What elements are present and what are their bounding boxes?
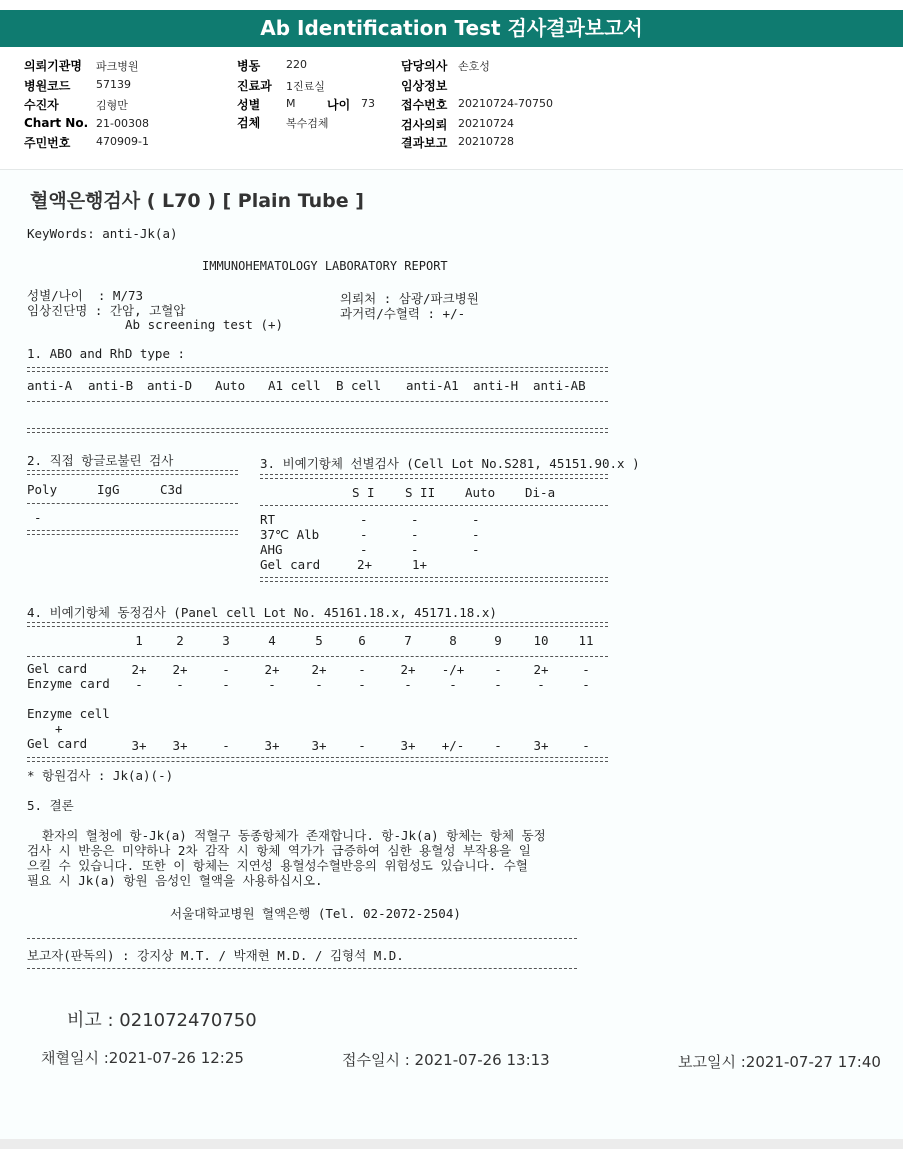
divider <box>27 938 577 939</box>
gel-card-cell: 2+ <box>264 662 280 677</box>
gel-card-cell: -/+ <box>441 662 465 677</box>
report-datetime: 보고일시 :2021-07-27 17:40 <box>678 1053 881 1071</box>
enzyme-gel-label: Gel card <box>27 736 88 751</box>
panel-column-header: 6 <box>358 633 366 648</box>
institution-value: 파크병원 <box>96 60 139 73</box>
screen-cell: - <box>411 542 419 557</box>
dat-header-c3d: C3d <box>160 482 183 497</box>
enzyme-gel-cell: 3+ <box>533 738 549 753</box>
enzyme-gel-cell: 3+ <box>264 738 280 753</box>
divider <box>260 577 608 582</box>
request-date-label: 검사의뢰 <box>401 118 448 132</box>
screen-header-si: S I <box>352 485 375 500</box>
resident-no-value: 470909-1 <box>96 135 149 148</box>
sex-label: 성별 <box>237 98 261 112</box>
divider <box>27 503 238 504</box>
screen-cell: - <box>411 512 419 527</box>
enzyme-gel-cell: - <box>494 738 502 753</box>
age-value: 73 <box>361 97 375 110</box>
abo-header-anti-d: anti-D <box>147 378 193 393</box>
gel-card-label: Gel card <box>27 661 88 676</box>
collection-datetime: 채혈일시 :2021-07-26 12:25 <box>41 1049 244 1067</box>
abo-header-anti-a1: anti-A1 <box>406 378 459 393</box>
abo-header-a1-cell: A1 cell <box>268 378 321 393</box>
divider <box>27 968 577 969</box>
gel-card-cell: - <box>222 662 230 677</box>
enzyme-card-label: Enzyme card <box>27 676 110 691</box>
enzyme-gel-cell: - <box>582 738 590 753</box>
enzyme-card-cell: - <box>222 677 230 692</box>
screen-cell: - <box>411 527 419 542</box>
ward-value: 220 <box>286 58 307 71</box>
patient-label: 수진자 <box>24 98 59 112</box>
hospital-code-label: 병원코드 <box>24 79 71 93</box>
screen-row-name: RT <box>260 512 276 527</box>
panel-column-header: 1 <box>135 633 143 648</box>
divider <box>260 474 608 479</box>
screen-cell: - <box>472 512 480 527</box>
enzyme-gel-cell: 3+ <box>172 738 188 753</box>
conclusion-line: 으킬 수 있습니다. 또한 이 항체는 지연성 용혈성수혈반응의 위험성도 있습니다. 수혈 <box>27 858 528 873</box>
remark: 비고 : 021072470750 <box>67 1010 257 1031</box>
abo-header-anti-a: anti-A <box>27 378 73 393</box>
department-label: 진료과 <box>237 79 272 93</box>
chart-no-value: 21-00308 <box>96 117 149 130</box>
enzyme-card-cell: - <box>315 677 323 692</box>
divider <box>27 470 238 475</box>
panel-column-header: 4 <box>268 633 276 648</box>
screen-row-name: Gel card <box>260 557 321 572</box>
gel-card-cell: - <box>582 662 590 677</box>
enzyme-card-cell: - <box>404 677 412 692</box>
enzyme-card-cell: - <box>268 677 276 692</box>
section5-title: 5. 결론 <box>27 798 74 813</box>
dat-header-igg: IgG <box>97 482 120 497</box>
divider <box>27 622 608 627</box>
section1-title: 1. ABO and RhD type : <box>27 346 186 361</box>
report-date-value: 20210728 <box>458 135 514 148</box>
section3-title: 3. 비예기항체 선별검사 (Cell Lot No.S281, 45151.90.x ) <box>260 456 640 471</box>
abo-header-anti-ab: anti-AB <box>533 378 586 393</box>
history: 과거력/수혈력 : +/- <box>340 306 466 321</box>
test-title: 혈액은행검사 ( L70 ) [ Plain Tube ] <box>30 190 364 212</box>
screen-row-name: 37℃ Alb <box>260 527 320 542</box>
enzyme-card-cell: - <box>449 677 457 692</box>
panel-column-header: 8 <box>449 633 457 648</box>
hospital-code-value: 57139 <box>96 78 131 91</box>
reporter: 보고자(판독의) : 강지상 M.T. / 박재현 M.D. / 김형석 M.D. <box>27 948 404 963</box>
screen-header-auto: Auto <box>465 485 496 500</box>
hospital-contact: 서울대학교병원 혈액은행 (Tel. 02-2072-2504) <box>170 906 461 921</box>
age-label: 나이 <box>327 98 351 112</box>
requester: 의뢰처 : 삼광/파크병원 <box>340 291 479 306</box>
enzyme-gel-cell: 3+ <box>400 738 416 753</box>
divider <box>27 656 608 657</box>
abo-header-auto: Auto <box>215 378 246 393</box>
sex-value: M <box>286 97 296 110</box>
specimen-value: 복수검체 <box>286 117 329 130</box>
screen-cell: - <box>360 542 368 557</box>
divider <box>27 367 608 372</box>
abo-header-b-cell: B cell <box>336 378 382 393</box>
screen-cell: - <box>472 527 480 542</box>
enzyme-gel-cell: - <box>222 738 230 753</box>
divider <box>260 505 608 506</box>
conclusion-line: 검사 시 반응은 미약하나 2차 감작 시 항체 역가가 급증하여 심한 용혈성 부작용을 일 <box>27 843 531 858</box>
gel-card-cell: 2+ <box>400 662 416 677</box>
antigen-test: * 항원검사 : Jk(a)(-) <box>27 768 174 783</box>
enzyme-card-cell: - <box>582 677 590 692</box>
keywords: KeyWords: anti-Jk(a) <box>27 226 178 241</box>
panel-column-header: 7 <box>404 633 412 648</box>
specimen-label: 검체 <box>237 116 261 130</box>
panel-column-header: 10 <box>533 633 549 648</box>
sex-age: 성별/나이 : M/73 <box>27 288 144 303</box>
abo-header-anti-b: anti-B <box>88 378 134 393</box>
enzyme-card-cell: - <box>135 677 143 692</box>
bottom-bar <box>0 1139 903 1149</box>
divider <box>27 401 608 402</box>
report-header <box>0 48 903 168</box>
receipt-no-label: 접수번호 <box>401 98 448 112</box>
dat-poly-value: - <box>34 510 42 525</box>
section4-title: 4. 비예기항체 동정검사 (Panel cell Lot No. 45161.18.x, 45171.18.x) <box>27 605 497 620</box>
screen-header-dia: Di-a <box>525 485 556 500</box>
enzyme-gel-cell: 3+ <box>311 738 327 753</box>
request-date-value: 20210724 <box>458 117 514 130</box>
enzyme-card-cell: - <box>176 677 184 692</box>
enzyme-card-cell: - <box>537 677 545 692</box>
dat-header-poly: Poly <box>27 482 58 497</box>
gel-card-cell: 2+ <box>172 662 188 677</box>
enzyme-card-cell: - <box>494 677 502 692</box>
receipt-datetime: 접수일시 : 2021-07-26 13:13 <box>342 1051 550 1069</box>
enzyme-cell-label: Enzyme cell <box>27 706 110 721</box>
diagnosis-line2: Ab screening test (+) <box>125 317 284 332</box>
report-date-label: 결과보고 <box>401 136 448 150</box>
report-title: Ab Identification Test 검사결과보고서 <box>0 10 903 47</box>
enzyme-gel-cell: - <box>358 738 366 753</box>
screen-cell: 1+ <box>412 557 428 572</box>
panel-column-header: 5 <box>315 633 323 648</box>
divider <box>27 530 238 535</box>
patient-value: 김형만 <box>96 99 128 112</box>
panel-column-header: 3 <box>222 633 230 648</box>
enzyme-cell-plus: + <box>55 721 63 736</box>
conclusion-line: 환자의 혈청에 항-Jk(a) 적혈구 동종항체가 존재합니다. 항-Jk(a) 항체는 항체 동정 <box>27 828 546 843</box>
institution-label: 의뢰기관명 <box>24 59 82 73</box>
panel-column-header: 9 <box>494 633 502 648</box>
enzyme-gel-cell: +/- <box>441 738 465 753</box>
screen-row-name: AHG <box>260 542 283 557</box>
screen-header-sii: S II <box>405 485 436 500</box>
divider <box>27 428 608 433</box>
resident-no-label: 주민번호 <box>24 136 71 150</box>
department-value: 1진료실 <box>286 80 325 93</box>
diagnosis: 임상진단명 : 간암, 고혈압 <box>27 303 186 318</box>
screen-cell: - <box>360 527 368 542</box>
conclusion-line: 필요 시 Jk(a) 항원 음성인 혈액을 사용하십시오. <box>27 873 323 888</box>
chart-no-label: Chart No. <box>24 116 89 130</box>
panel-column-header: 2 <box>176 633 184 648</box>
section2-title: 2. 직접 항글로불린 검사 <box>27 453 174 468</box>
lab-title: IMMUNOHEMATOLOGY LABORATORY REPORT <box>202 259 448 273</box>
gel-card-cell: - <box>358 662 366 677</box>
screen-cell: 2+ <box>357 557 373 572</box>
doctor-value: 손호성 <box>458 60 490 73</box>
gel-card-cell: - <box>494 662 502 677</box>
panel-column-header: 11 <box>578 633 594 648</box>
gel-card-cell: 2+ <box>131 662 147 677</box>
receipt-no-value: 20210724-70750 <box>458 97 553 110</box>
doctor-label: 담당의사 <box>401 59 448 73</box>
screen-cell: - <box>472 542 480 557</box>
enzyme-gel-cell: 3+ <box>131 738 147 753</box>
abo-header-anti-h: anti-H <box>473 378 519 393</box>
gel-card-cell: 2+ <box>533 662 549 677</box>
divider <box>27 757 608 762</box>
gel-card-cell: 2+ <box>311 662 327 677</box>
clinical-info-label: 임상정보 <box>401 79 448 93</box>
screen-cell: - <box>360 512 368 527</box>
ward-label: 병동 <box>237 59 261 73</box>
enzyme-card-cell: - <box>358 677 366 692</box>
